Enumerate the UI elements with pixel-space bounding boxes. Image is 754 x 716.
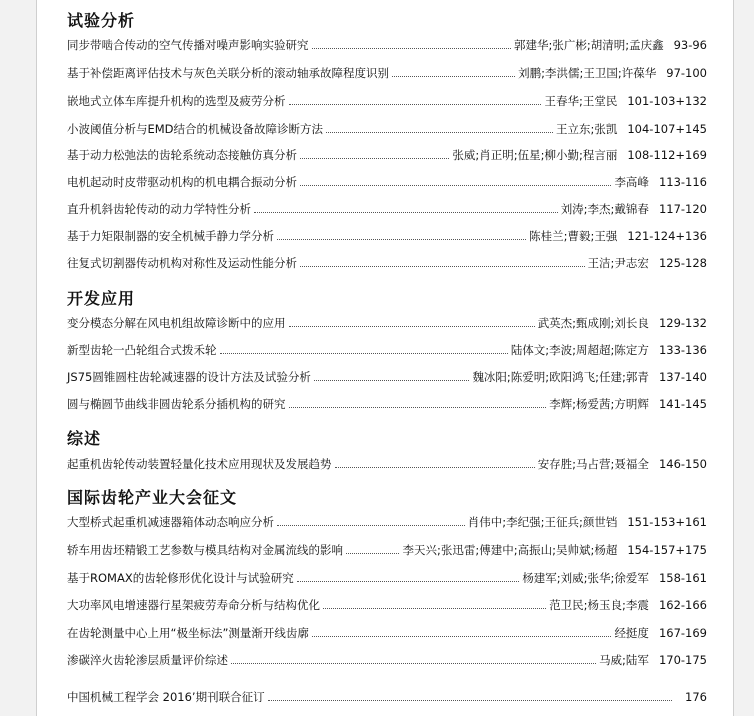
section-title-development: 开发应用 <box>67 289 136 308</box>
toc-entry-subscription[interactable]: 中国机械工程学会 2016’期刊联合征订 176 <box>67 690 707 704</box>
toc-entry[interactable]: 小波阈值分析与EMD结合的机械设备故障诊断方法 王立东;张凯 104-107+145 <box>67 122 707 136</box>
toc-entry[interactable]: JS75圆锥圆柱齿轮减速器的设计方法及试验分析 魏冰阳;陈爱明;欧阳鸿飞;任建;郭青 137-140 <box>67 370 707 384</box>
toc-entry[interactable]: 嵌地式立体车库提升机构的选型及疲劳分析 王春华;王堂民 101-103+132 <box>67 94 707 108</box>
toc-entry[interactable]: 新型齿轮一凸轮组合式拨禾轮 陆体文;李波;周超超;陈定方 133-136 <box>67 343 707 357</box>
section-title-gear-congress: 国际齿轮产业大会征文 <box>67 488 238 507</box>
toc-entry[interactable]: 同步带啮合传动的空气传播对噪声影响实验研究 郭建华;张广彬;胡清明;孟庆鑫 93-96 <box>67 38 707 52</box>
toc-page <box>36 0 734 716</box>
toc-entry[interactable]: 起重机齿轮传动装置轻量化技术应用现状及发展趋势 安存胜;马占营;聂福全 146-150 <box>67 457 707 471</box>
toc-entry[interactable]: 往复式切割器传动机构对称性及运动性能分析 王洁;尹志宏 125-128 <box>67 256 707 270</box>
toc-entry[interactable]: 变分模态分解在风电机组故障诊断中的应用 武英杰;甄成刚;刘长良 129-132 <box>67 316 707 330</box>
toc-entry[interactable]: 基于ROMAX的齿轮修形优化设计与试验研究 杨建军;刘威;张华;徐爱军 158-161 <box>67 571 707 585</box>
toc-entry[interactable]: 大功率风电增速器行星架疲劳寿命分析与结构优化 范卫民;杨玉良;李震 162-166 <box>67 598 707 612</box>
section-title-test-analysis: 试验分析 <box>67 11 136 30</box>
toc-entry[interactable]: 在齿轮测量中心上用“极坐标法”测量渐开线齿廓 经挺度 167-169 <box>67 626 707 640</box>
toc-entry[interactable]: 直升机斜齿轮传动的动力学特性分析 刘涛;李杰;戴锦春 117-120 <box>67 202 707 216</box>
toc-entry[interactable]: 圆与椭圆节曲线非圆齿轮系分插机构的研究 李辉;杨爱茜;方明辉 141-145 <box>67 397 707 411</box>
toc-entry[interactable]: 轿车用齿坯精锻工艺参数与模具结构对金属流线的影响 李天兴;张迅雷;傅建中;高振山;吴帅斌;杨超 154-157+175 <box>67 543 707 557</box>
section-title-review: 综述 <box>67 429 102 448</box>
toc-entry[interactable]: 电机起动时皮带驱动机构的机电耦合振动分析 李高峰 113-116 <box>67 175 707 189</box>
toc-entry[interactable]: 基于动力松弛法的齿轮系统动态接触仿真分析 张威;肖正明;伍星;柳小勤;程言丽 108-112+169 <box>67 148 707 162</box>
toc-entry[interactable]: 渗碳淬火齿轮渗层质量评价综述 马威;陆军 170-175 <box>67 653 707 667</box>
toc-entry[interactable]: 大型桥式起重机减速器箱体动态响应分析 肖伟中;李纪强;王征兵;颜世铛 151-153+161 <box>67 515 707 529</box>
toc-entry[interactable]: 基于补偿距离评估技术与灰色关联分析的滚动轴承故障程度识别 刘鹏;李洪儒;王卫国;许葆华 97-100 <box>67 66 707 80</box>
toc-entry[interactable]: 基于力矩限制器的安全机械手静力学分析 陈桂兰;曹毅;王强 121-124+136 <box>67 229 707 243</box>
